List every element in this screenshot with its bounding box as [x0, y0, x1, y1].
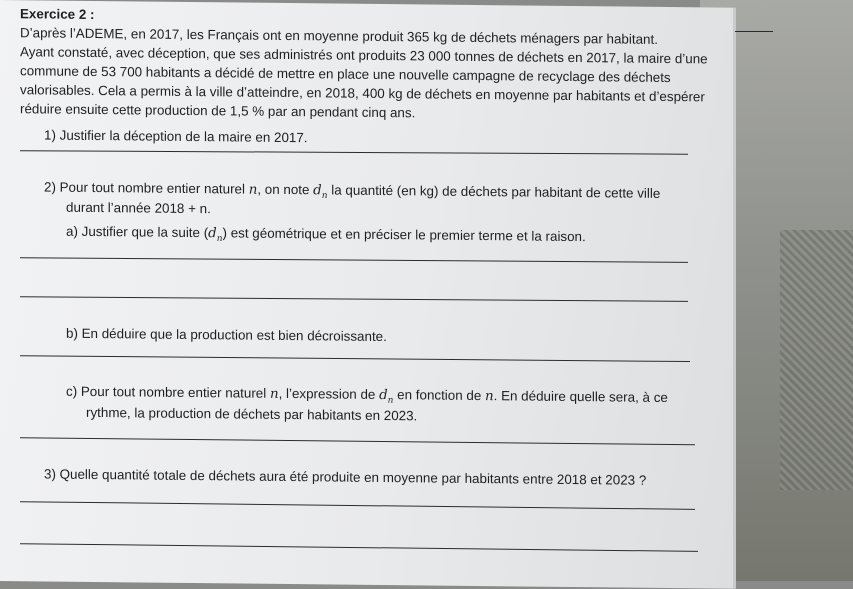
question-2c-line-2: rythme, la production de déchets par habitants en 2023.	[86, 404, 418, 424]
answer-line-3-2	[20, 543, 698, 552]
intro-line-4: valorisables. Cela a permis à la ville d’atteindre, en 2018, 400 kg de déchets en moyenne par habitants et d’espérer	[20, 82, 705, 105]
answer-line-2a-1	[20, 257, 688, 263]
exercise-title: Exercice 2 :	[20, 6, 95, 22]
question-2c-line-1: c) Pour tout nombre entier naturel n, l’expression de $d_n$ en fonction de n. En déduire quelle sera, à ce	[66, 383, 668, 406]
answer-line-3-1	[20, 501, 695, 510]
question-2b: b) En déduire que la production est bien décroissante.	[66, 325, 387, 345]
background-texture	[780, 230, 853, 490]
intro-line-5: réduire ensuite cette production de 1,5 % par an pendant cinq ans.	[20, 101, 416, 121]
answer-line-1	[20, 150, 688, 155]
answer-line-2b	[20, 355, 690, 362]
answer-line-2c	[20, 437, 695, 445]
question-2-line-1: 2) Pour tout nombre entier naturel n, on note $d_n$ la quantité (en kg) de déchets par habitant de cette ville	[44, 179, 661, 202]
intro-line-3: commune de 53 700 habitants a décidé de mettre en place une nouvelle campagne de recyclage des déchets	[20, 63, 671, 86]
question-1: 1) Justifier la déception de la maire en 2017.	[44, 127, 308, 146]
answer-line-2a-2	[20, 296, 688, 302]
question-2-line-2: durant l’année 2018 + n.	[66, 199, 211, 217]
intro-line-1: D’après l’ADEME, en 2017, les Français ont en moyenne produit 365 kg de déchets ménagers par habitant.	[20, 25, 658, 47]
intro-line-2: Ayant constaté, avec déception, que ses administrés ont produits 23 000 tonnes de déchets en 2017, la maire d’une	[20, 44, 708, 67]
page-edge	[733, 8, 736, 589]
question-2a: a) Justifier que la suite $(d_n)$ est géométrique et en préciser le premier terme et la raison.	[66, 223, 586, 245]
question-3: 3) Quelle quantité totale de déchets aura été produite en moyenne par habitants entre 2018 et 2023 ?	[44, 466, 647, 488]
margin-mark-line	[735, 31, 773, 32]
